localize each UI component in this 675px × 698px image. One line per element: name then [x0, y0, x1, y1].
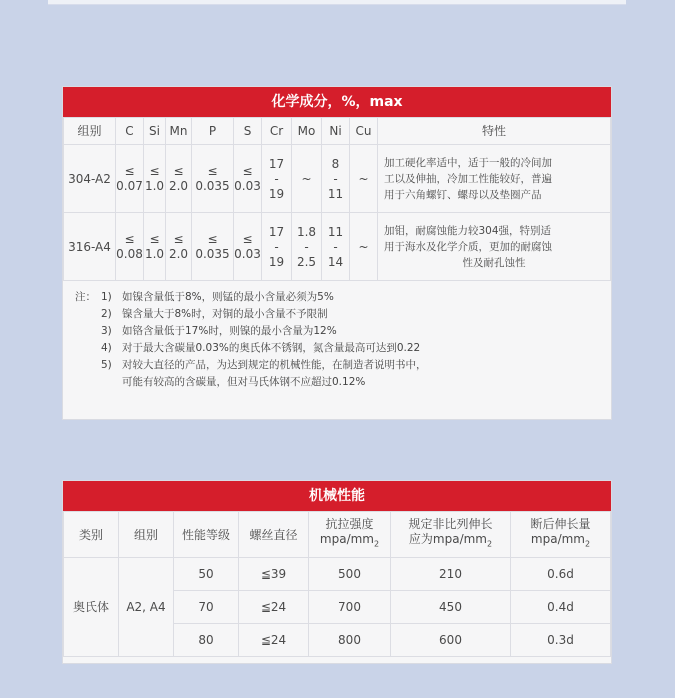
value-cell: 0.035 [195, 247, 230, 261]
col-header: 规定非比列伸长 应为mpa/$mm_2$ [391, 512, 511, 558]
group-cell: 304-A2 [64, 145, 116, 213]
value-cell: 210 [391, 558, 511, 591]
value-cell: 450 [391, 591, 511, 624]
value-cell: 0.6d [511, 558, 611, 591]
col-header: 性能等级 [174, 512, 239, 558]
feature-text: 性及耐孔蚀性 [462, 256, 526, 269]
chemical-composition-panel [62, 86, 612, 420]
value-cell: ≤ [149, 232, 160, 246]
col-header: Cr [262, 118, 292, 145]
feature-text: 用于六角螺钉、螺母以及垫圈产品 [384, 188, 542, 201]
chem-table [63, 117, 611, 281]
col-header: Ni [322, 118, 350, 145]
value-cell: - [304, 239, 309, 254]
chem-title: 化学成分，%，max [63, 87, 611, 117]
value-cell: ≤ [173, 164, 184, 178]
value-cell: 0.03 [234, 247, 261, 261]
col-header: Mo [292, 118, 322, 145]
col-header: S [234, 118, 262, 145]
mech-header-row [64, 512, 611, 558]
note-item: 3) 如铬含量低于17%时，则镍的最小含量为12% [101, 325, 337, 337]
value-cell: - [333, 171, 338, 186]
mechanical-properties-panel [62, 480, 612, 664]
value-cell: ≦39 [239, 558, 309, 591]
value-cell: 700 [309, 591, 391, 624]
value-cell: ≤ [242, 164, 253, 178]
value-cell: 50 [174, 558, 239, 591]
value-cell: ≤ [207, 164, 218, 178]
group-cell: A2, A4 [119, 558, 174, 657]
value-cell: 11 [327, 186, 344, 201]
value-cell: ≤ [242, 232, 253, 246]
value-cell: ≤ [173, 232, 184, 246]
value-cell: 0.4d [511, 591, 611, 624]
value-cell: 8 [331, 156, 340, 171]
col-header: Si [144, 118, 166, 145]
top-strip [48, 0, 626, 5]
value-cell: 0.07 [116, 179, 143, 193]
value-cell: ~ [292, 145, 322, 213]
value-cell: 1.8 [296, 224, 317, 239]
value-cell: 0.03 [234, 179, 261, 193]
feature-text: 用于海水及化学介质，更加的耐腐蚀 [384, 240, 552, 253]
value-cell: ~ [350, 145, 378, 213]
value-cell: 17 [268, 156, 285, 171]
value-cell: 0.035 [195, 179, 230, 193]
feature-text: 加钼，耐腐蚀能力较304强，特别适 [384, 224, 552, 237]
value-cell: ≤ [149, 164, 160, 178]
value-cell: 70 [174, 591, 239, 624]
value-cell: 600 [391, 624, 511, 657]
note-item: 注： 1) 如镍含量低于8%，则锰的最小含量必须为5% [75, 289, 603, 306]
value-cell: ≤ [124, 232, 135, 246]
notes-section [63, 281, 611, 403]
value-cell: 0.08 [116, 247, 143, 261]
value-cell: 14 [327, 254, 344, 269]
table-row [64, 558, 611, 591]
note-item: 2) 镍含量大于8%时，对铜的最小含量不予限制 [101, 308, 328, 320]
col-header: P [192, 118, 234, 145]
note-item: 4) 对于最大含碳量0.03%的奥氏体不锈钢，氮含量最高可达到0.22 [101, 342, 421, 354]
value-cell: ~ [350, 213, 378, 281]
value-cell: 500 [309, 558, 391, 591]
mech-title: 机械性能 [63, 481, 611, 511]
col-header: Mn [166, 118, 192, 145]
value-cell: 800 [309, 624, 391, 657]
value-cell: 2.0 [168, 247, 189, 261]
col-header: 断后伸长量 mpa/$mm_2$ [511, 512, 611, 558]
value-cell: 1.0 [144, 247, 165, 261]
value-cell: ≤ [124, 164, 135, 178]
col-header: 组别 [64, 118, 116, 145]
value-cell: 0.3d [511, 624, 611, 657]
value-cell: ≦24 [239, 624, 309, 657]
table-row [64, 213, 611, 281]
category-cell: 奥氏体 [64, 558, 119, 657]
value-cell: ≤ [207, 232, 218, 246]
value-cell: 80 [174, 624, 239, 657]
value-cell: 2.5 [296, 254, 317, 269]
mech-table [63, 511, 611, 657]
value-cell: 2.0 [168, 179, 189, 193]
col-header: 抗拉强度 mpa/$mm_2$ [309, 512, 391, 558]
value-cell: - [274, 171, 279, 186]
value-cell: ≦24 [239, 591, 309, 624]
feature-text: 加工硬化率适中，适于一般的冷间加 [384, 156, 552, 169]
feature-text: 工以及伸抽，冷加工性能较好，普遍 [384, 172, 552, 185]
note-item: 5) 对较大直径的产品，为达到规定的机械性能，在制造者说明书中， [101, 359, 427, 371]
col-header: Cu [350, 118, 378, 145]
col-header: 类别 [64, 512, 119, 558]
chem-header-row [64, 118, 611, 145]
group-cell: 316-A4 [64, 213, 116, 281]
col-header: 组别 [119, 512, 174, 558]
col-header: 螺丝直径 [239, 512, 309, 558]
value-cell: - [274, 239, 279, 254]
value-cell: 11 [327, 224, 344, 239]
col-header: 特性 [378, 118, 611, 145]
table-row [64, 145, 611, 213]
value-cell: 19 [268, 254, 285, 269]
col-header: C [116, 118, 144, 145]
value-cell: 19 [268, 186, 285, 201]
note-continuation: 可能有较高的含碳量，但对马氏体钢不应超过0.12% [122, 376, 366, 388]
value-cell: - [333, 239, 338, 254]
value-cell: 17 [268, 224, 285, 239]
notes-label: 注： [75, 291, 96, 303]
value-cell: 1.0 [144, 179, 165, 193]
